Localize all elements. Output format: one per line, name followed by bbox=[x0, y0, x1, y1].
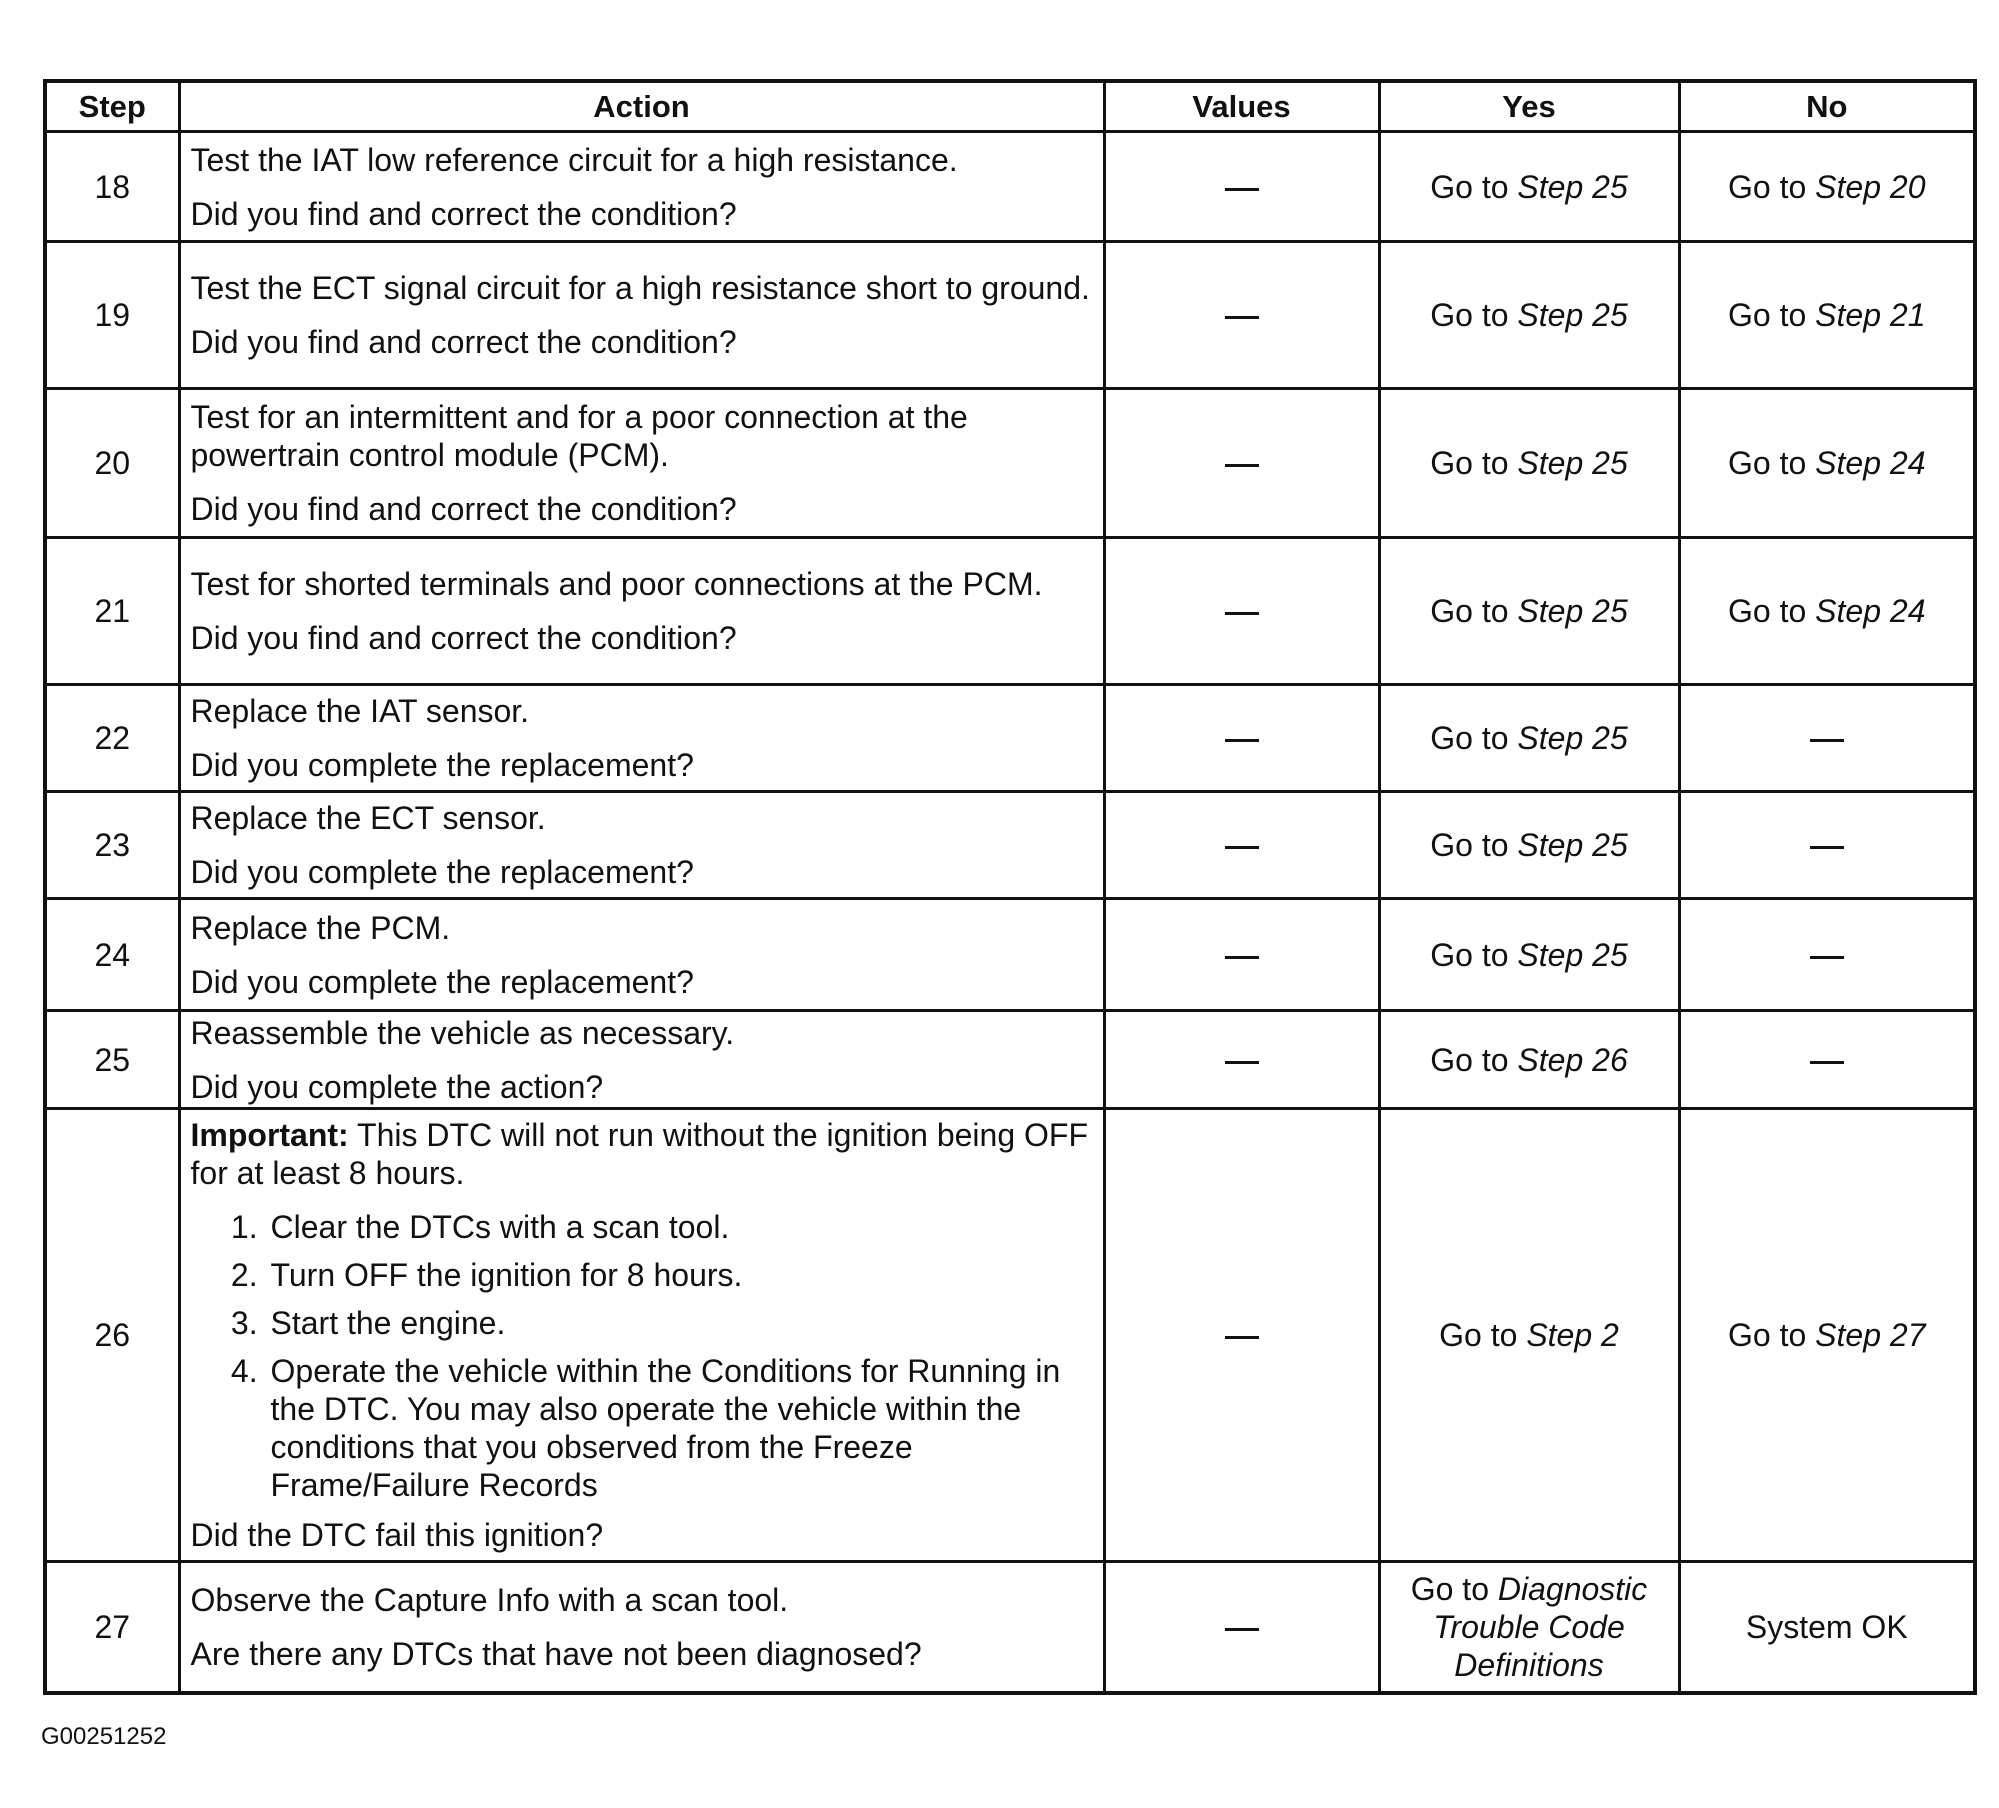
table-row bbox=[45, 792, 1975, 899]
table-header-row bbox=[45, 81, 1975, 132]
goto-target: Step 25 bbox=[1517, 593, 1628, 629]
action-question: Are there any DTCs that have not been diagnosed? bbox=[190, 1635, 922, 1672]
action-instruction: Reassemble the vehicle as necessary. bbox=[190, 1014, 735, 1051]
header-action: Action bbox=[179, 81, 1104, 132]
dash-mark bbox=[1810, 739, 1844, 742]
action-question: Did you complete the replacement? bbox=[190, 854, 694, 890]
values-cell bbox=[1104, 1109, 1379, 1562]
header-no: No bbox=[1679, 81, 1975, 132]
yes-cell bbox=[1379, 132, 1679, 242]
values-cell bbox=[1104, 792, 1379, 899]
values-cell bbox=[1104, 242, 1379, 389]
values-cell bbox=[1104, 685, 1379, 792]
goto-prefix: Go to bbox=[1728, 1317, 1816, 1353]
yes-cell bbox=[1379, 792, 1679, 899]
action-cell bbox=[179, 792, 1104, 899]
action-cell bbox=[179, 389, 1104, 538]
action-cell bbox=[179, 685, 1104, 792]
goto-target: Step 25 bbox=[1517, 720, 1628, 756]
dash-text bbox=[1259, 168, 1260, 169]
goto-prefix: Go to bbox=[1430, 297, 1518, 333]
action-question: Did you find and correct the condition? bbox=[190, 324, 737, 360]
action-question: Did you find and correct the condition? bbox=[190, 195, 737, 232]
important-note bbox=[191, 1116, 1093, 1192]
dash-mark bbox=[1225, 188, 1259, 191]
no-cell bbox=[1679, 1011, 1975, 1109]
table-row bbox=[45, 1011, 1975, 1109]
action-question: Did you find and correct the condition? bbox=[190, 491, 737, 527]
goto-target: Step 25 bbox=[1517, 168, 1628, 205]
values-cell bbox=[1104, 1011, 1379, 1109]
yes-cell bbox=[1379, 242, 1679, 389]
important-label: Important: bbox=[190, 1117, 349, 1153]
goto-target: Step 25 bbox=[1517, 445, 1628, 481]
goto-prefix: Go to bbox=[1728, 168, 1816, 205]
dash-text bbox=[1259, 936, 1260, 937]
goto-prefix: Go to bbox=[1430, 593, 1518, 629]
dash-mark bbox=[1810, 1061, 1844, 1064]
goto-target: Step 2 bbox=[1526, 1317, 1619, 1353]
table-row bbox=[45, 1109, 1975, 1562]
dash-text bbox=[1259, 1608, 1260, 1609]
yes-cell bbox=[1379, 1011, 1679, 1109]
dash-mark bbox=[1810, 956, 1844, 959]
dash-text bbox=[1844, 1041, 1845, 1042]
action-instruction: Test for shorted terminals and poor connections at the PCM. bbox=[190, 566, 1043, 602]
no-cell: System OK bbox=[1679, 1562, 1975, 1693]
no-cell bbox=[1679, 132, 1975, 242]
goto-prefix: Go to bbox=[1430, 720, 1518, 756]
goto-target: Step 24 bbox=[1815, 593, 1926, 629]
substep-item: 4. Operate the vehicle within the Conditions for Running in the DTC. You may also operate the vehicle within the conditions that you observed from the Freeze Frame/Failure Records bbox=[267, 1352, 1093, 1504]
goto-target: Step 20 bbox=[1815, 168, 1926, 205]
dash-mark bbox=[1225, 316, 1259, 319]
goto-prefix: Go to bbox=[1430, 168, 1518, 205]
step-number: 23 bbox=[45, 792, 179, 899]
action-question: Did you find and correct the condition? bbox=[190, 620, 737, 656]
action-cell bbox=[179, 1011, 1104, 1109]
important-text: This DTC will not run without the ignition being OFF for at least 8 hours. bbox=[190, 1117, 1088, 1191]
dash-mark bbox=[1225, 846, 1259, 849]
no-cell bbox=[1679, 1109, 1975, 1562]
goto-prefix: Go to bbox=[1430, 827, 1518, 863]
action-instruction: Observe the Capture Info with a scan tool. bbox=[190, 1581, 789, 1618]
figure-code: G00251252 bbox=[41, 1723, 167, 1750]
substep-item: 2. Turn OFF the ignition for 8 hours. bbox=[267, 1256, 1093, 1294]
table-row bbox=[45, 538, 1975, 685]
step-number: 19 bbox=[45, 242, 179, 389]
values-cell bbox=[1104, 1562, 1379, 1693]
yes-cell bbox=[1379, 685, 1679, 792]
values-cell bbox=[1104, 389, 1379, 538]
no-cell bbox=[1679, 792, 1975, 899]
substep-item: 3. Start the engine. bbox=[267, 1304, 1093, 1342]
dash-text bbox=[1844, 719, 1845, 720]
no-cell bbox=[1679, 685, 1975, 792]
dash-text bbox=[1259, 1041, 1260, 1042]
dash-text bbox=[1259, 826, 1260, 827]
dash-text bbox=[1844, 936, 1845, 937]
goto-prefix: Go to bbox=[1410, 1570, 1498, 1607]
no-cell bbox=[1679, 389, 1975, 538]
header-values: Values bbox=[1104, 81, 1379, 132]
goto-target: Diagnostic Trouble Code Definitions bbox=[1433, 1570, 1648, 1683]
step-number: 22 bbox=[45, 685, 179, 792]
no-cell bbox=[1679, 242, 1975, 389]
action-question: Did you complete the replacement? bbox=[190, 747, 694, 783]
yes-cell bbox=[1379, 1109, 1679, 1562]
action-cell bbox=[179, 1109, 1104, 1562]
table-row bbox=[45, 685, 1975, 792]
table-body bbox=[45, 132, 1975, 1693]
goto-prefix: Go to bbox=[1728, 593, 1816, 629]
action-cell bbox=[179, 1562, 1104, 1693]
dash-mark bbox=[1225, 1061, 1259, 1064]
dash-text bbox=[1259, 1316, 1260, 1317]
goto-prefix: Go to bbox=[1430, 1041, 1518, 1078]
table-row bbox=[45, 132, 1975, 242]
action-instruction: Test the ECT signal circuit for a high resistance short to ground. bbox=[190, 270, 1090, 306]
step-number: 20 bbox=[45, 389, 179, 538]
step-number: 26 bbox=[45, 1109, 179, 1562]
action-instruction: Replace the ECT sensor. bbox=[190, 800, 546, 836]
header-yes: Yes bbox=[1379, 81, 1679, 132]
step-number: 24 bbox=[45, 899, 179, 1011]
dash-mark bbox=[1225, 1336, 1259, 1339]
goto-prefix: Go to bbox=[1430, 936, 1518, 973]
step-number: 21 bbox=[45, 538, 179, 685]
values-cell bbox=[1104, 899, 1379, 1011]
goto-target: Step 24 bbox=[1815, 445, 1926, 481]
goto-target: Step 25 bbox=[1517, 297, 1628, 333]
dash-mark bbox=[1225, 464, 1259, 467]
goto-target: Step 26 bbox=[1517, 1041, 1628, 1078]
yes-cell bbox=[1379, 389, 1679, 538]
table-row bbox=[45, 242, 1975, 389]
action-question: Did you complete the replacement? bbox=[190, 963, 694, 1000]
dash-mark bbox=[1225, 739, 1259, 742]
action-instruction: Replace the PCM. bbox=[190, 909, 451, 946]
no-cell bbox=[1679, 899, 1975, 1011]
action-cell bbox=[179, 242, 1104, 389]
goto-prefix: Go to bbox=[1728, 297, 1816, 333]
action-question: Did you complete the action? bbox=[190, 1068, 604, 1105]
table-row bbox=[45, 899, 1975, 1011]
diagnostic-table bbox=[43, 79, 1977, 1695]
dash-mark bbox=[1225, 956, 1259, 959]
goto-target: Step 27 bbox=[1815, 1317, 1926, 1353]
goto-prefix: Go to bbox=[1439, 1317, 1527, 1353]
step-number: 25 bbox=[45, 1011, 179, 1109]
action-instruction: Test the IAT low reference circuit for a high resistance. bbox=[190, 141, 958, 178]
values-cell bbox=[1104, 132, 1379, 242]
goto-target: Step 21 bbox=[1815, 297, 1926, 333]
table-row bbox=[45, 389, 1975, 538]
dash-text bbox=[1259, 444, 1260, 445]
goto-target: Step 25 bbox=[1517, 936, 1628, 973]
dash-text bbox=[1844, 826, 1845, 827]
action-cell bbox=[179, 538, 1104, 685]
no-cell bbox=[1679, 538, 1975, 685]
header-step: Step bbox=[45, 81, 179, 132]
dash-mark bbox=[1225, 612, 1259, 615]
yes-cell bbox=[1379, 899, 1679, 1011]
dash-text bbox=[1259, 296, 1260, 297]
step-number: 18 bbox=[45, 132, 179, 242]
action-cell bbox=[179, 899, 1104, 1011]
yes-cell bbox=[1379, 1562, 1679, 1693]
substep-list bbox=[191, 1208, 1093, 1504]
dash-mark bbox=[1810, 846, 1844, 849]
action-instruction: Test for an intermittent and for a poor connection at the powertrain control module (PCM). bbox=[190, 399, 968, 473]
action-instruction: Replace the IAT sensor. bbox=[190, 693, 530, 729]
goto-target: Step 25 bbox=[1517, 827, 1628, 863]
goto-prefix: Go to bbox=[1430, 445, 1518, 481]
dash-text bbox=[1259, 719, 1260, 720]
action-cell bbox=[179, 132, 1104, 242]
yes-cell bbox=[1379, 538, 1679, 685]
goto-prefix: Go to bbox=[1728, 445, 1816, 481]
step-number: 27 bbox=[45, 1562, 179, 1693]
action-question: Did the DTC fail this ignition? bbox=[190, 1517, 604, 1553]
substep-item: 1. Clear the DTCs with a scan tool. bbox=[267, 1208, 1093, 1246]
table-row bbox=[45, 1562, 1975, 1693]
dash-text bbox=[1259, 592, 1260, 593]
dash-mark bbox=[1225, 1628, 1259, 1631]
values-cell bbox=[1104, 538, 1379, 685]
